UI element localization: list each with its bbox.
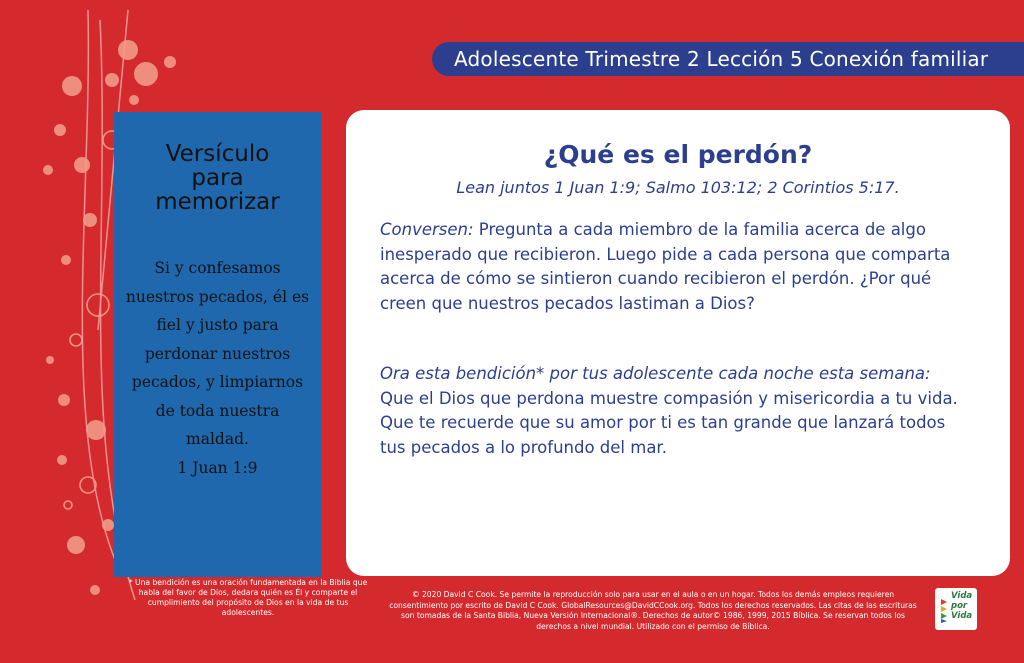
conversen-paragraph — [380, 218, 970, 316]
card-subtitle: Lean juntos 1 Juan 1:9; Salmo 103:12; 2 Corintios 5:17. — [456, 178, 900, 197]
conversen-label: Conversen: — [380, 220, 474, 239]
conversen-text: Pregunta a cada miembro de la familia acerca de algo inesperado que recibieron. Luego pide a cada persona que comparta acerca de cómo se sintieron cuando recibieron el perdón. ¿Por qué creen que nuestros pecados lastiman a Dios? — [380, 220, 951, 313]
copyright-notice: © 2020 David C Cook. Se permite la reproducción solo para usar en el aula o en un hogar. Todos los demás empleos requieren consentimiento por escrito de David C Cook. GlobalResources@DavidCCook.org. Todos los derechos reservados. Las citas de las escrituras son tomadas de la Santa Biblia, Nueva Versión Internacional®. Derechos de autor© 1986, 1999, 2015 Bíblica. Se reservan todos los derechos a nivel mundial. Utilizado con el permiso de Bíblica. — [389, 590, 917, 631]
logo-stripes-icon — [939, 597, 949, 623]
blessing-footnote: * Una bendición es una oración fundamentada en la Biblia que habla del favor de Dios, dedara quién es Él y comparte el cumplimiento del propósito de Dios en la vida de tus adolescentes. — [128, 578, 368, 617]
memory-verse-title — [133, 142, 303, 214]
memory-verse-reference: 1 Juan 1:9 — [177, 458, 258, 477]
logo-text-line1: Vida — [951, 591, 973, 601]
memory-verse-title-line1: Versículo — [165, 141, 270, 167]
blessing-paragraph — [380, 362, 970, 460]
card-title: ¿Qué es el perdón? — [543, 140, 813, 169]
memory-verse-box — [114, 112, 321, 577]
vida-por-vida-logo — [935, 588, 977, 630]
logo-text-line3: Vida — [951, 611, 973, 621]
logo-text — [951, 591, 977, 621]
content-card — [346, 110, 1010, 576]
memory-verse-title-line2: para — [191, 165, 244, 191]
logo-text-line2: por — [951, 601, 968, 611]
header-title-bar — [432, 42, 1024, 76]
blessing-label: Ora esta bendición* por tus adolescente cada noche esta semana: — [380, 364, 931, 383]
memory-verse-title-line3: memorizar — [155, 189, 280, 215]
memory-verse-text: Si y confesamos nuestros pecados, él es fiel y justo para perdonar nuestros pecados, y limpiarnos de toda nuestra maldad. — [125, 259, 310, 448]
header-title: Adolescente Trimestre 2 Lección 5 Conexión familiar — [454, 47, 989, 71]
blessing-text: Que el Dios que perdona muestre compasión y misericordia a tu vida. Que te recuerde que su amor por ti es tan grande que lanzará todos tus pecados a lo profundo del mar. — [380, 388, 958, 457]
